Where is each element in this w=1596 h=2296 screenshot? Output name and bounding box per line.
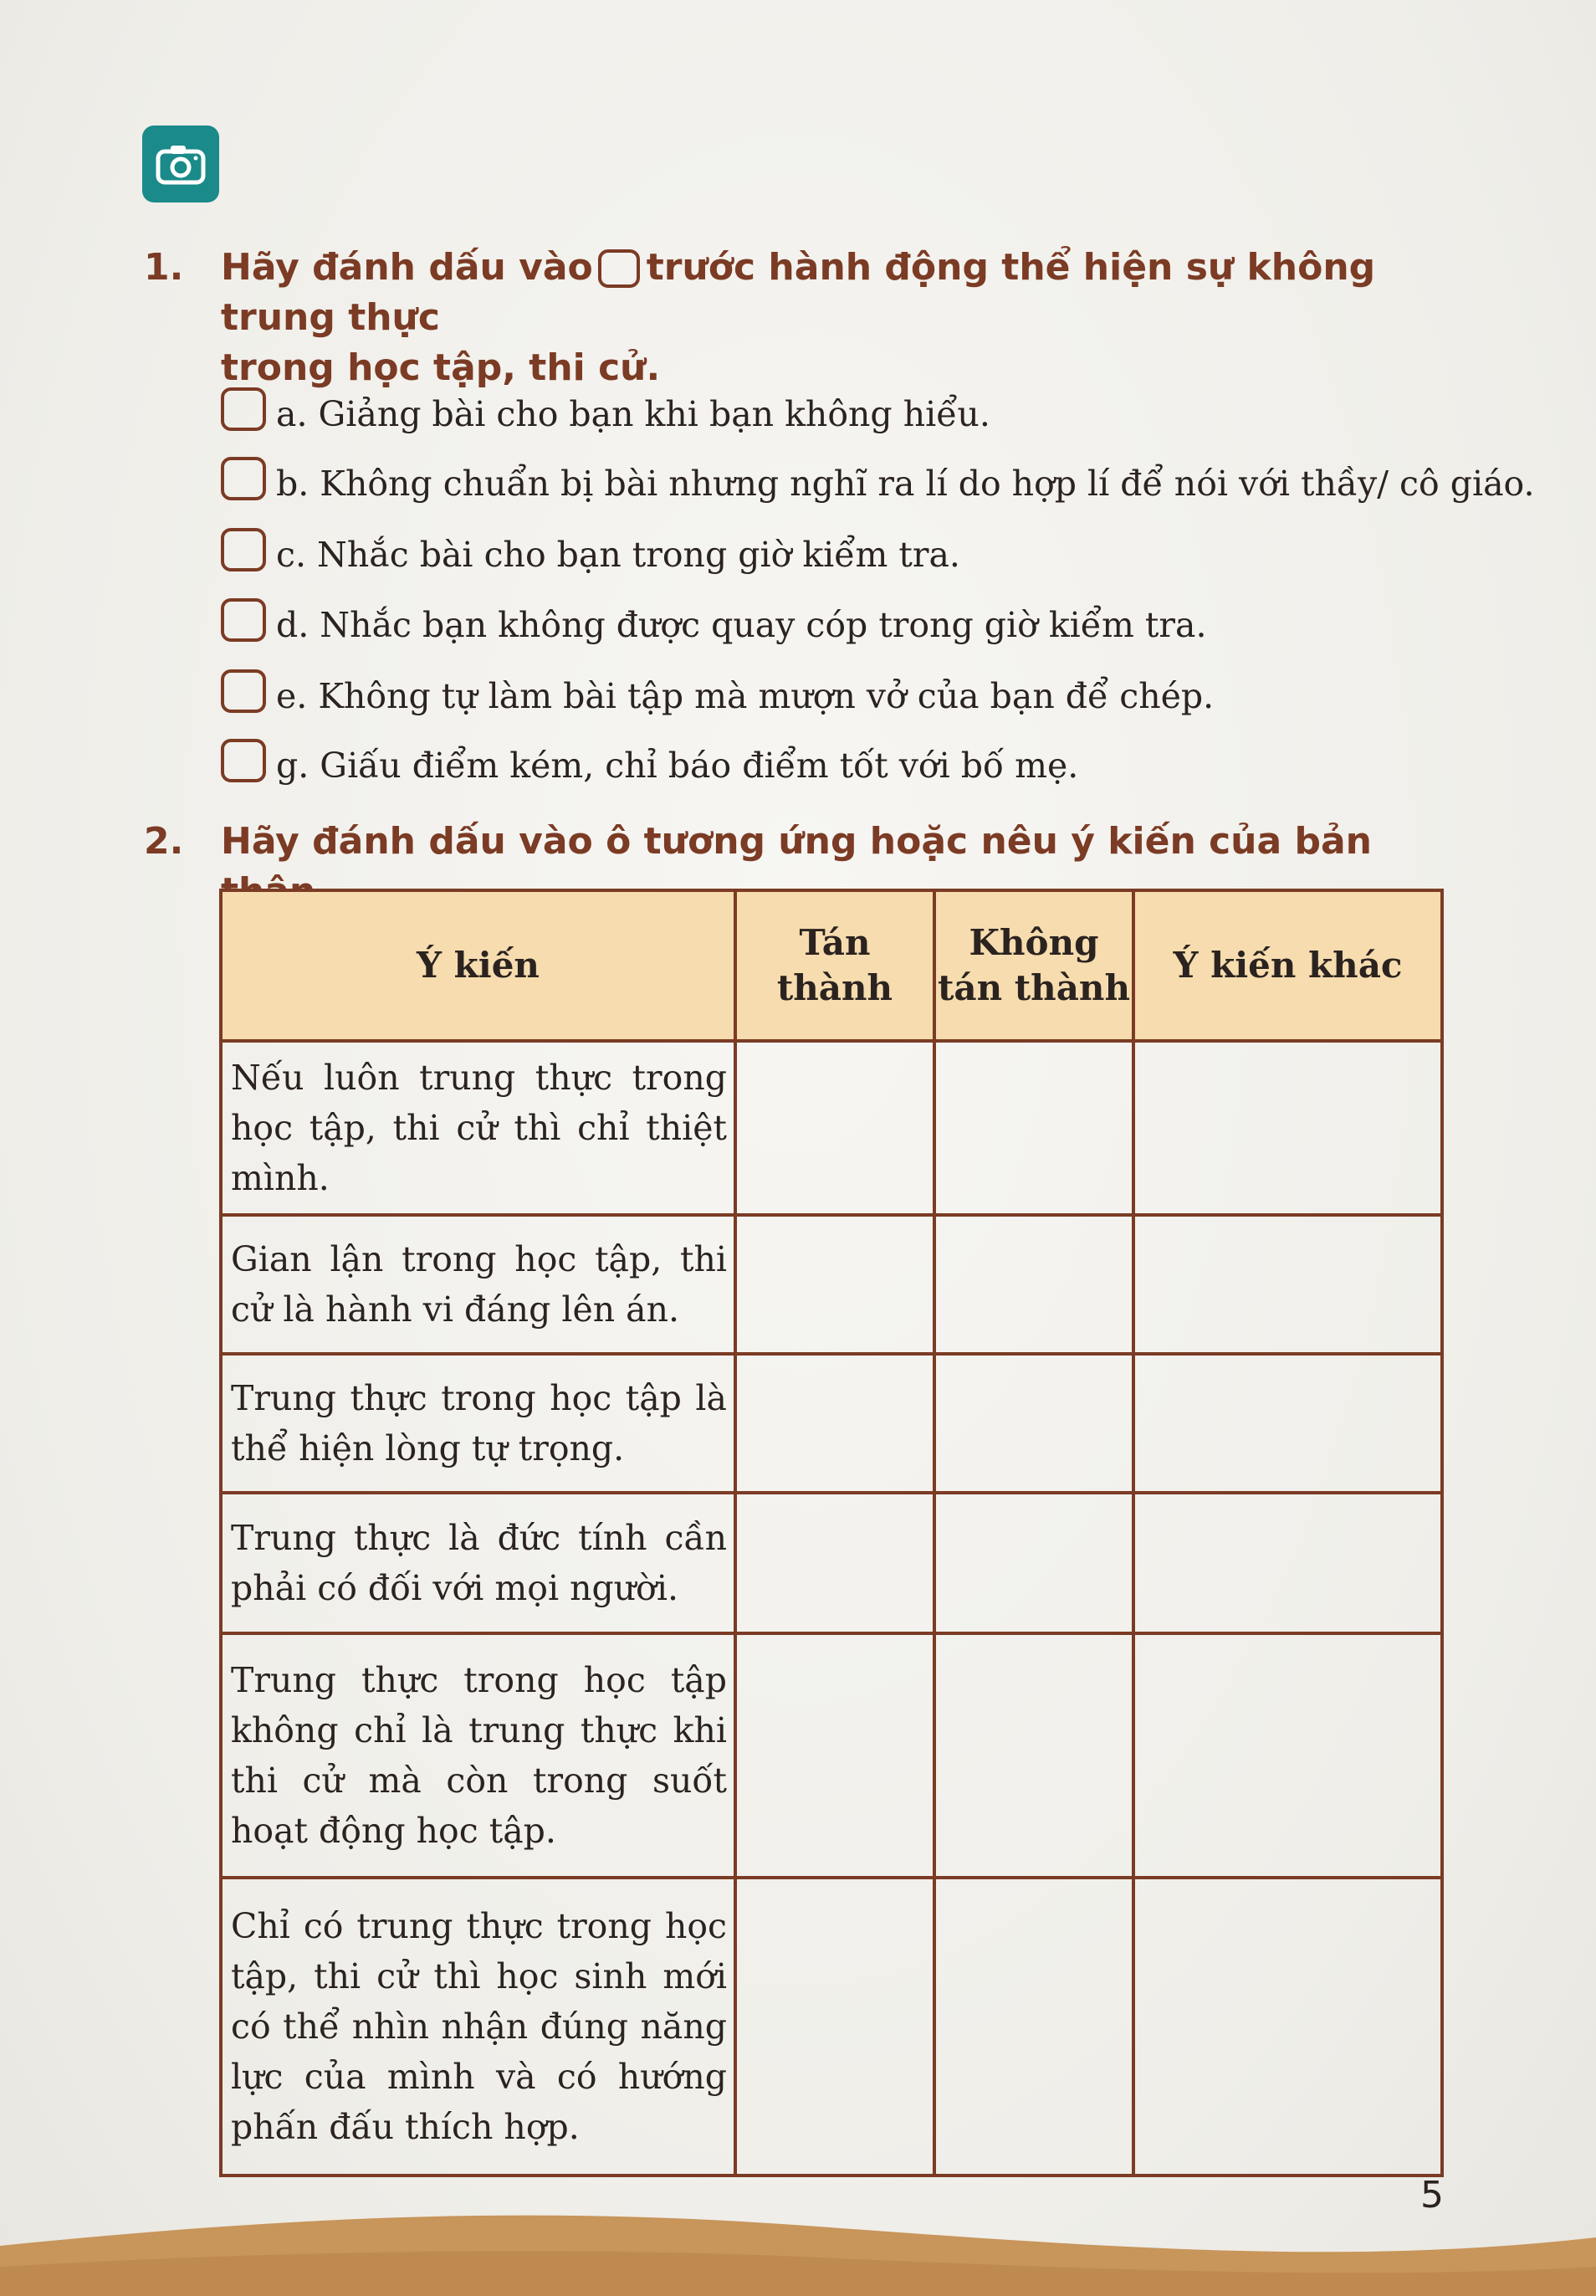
table-row (221, 1493, 1442, 1633)
header-disagree (934, 890, 1133, 1041)
agree-cell[interactable] (735, 1041, 934, 1215)
opinion-cell: Gian lận trong học tập, thi cử là hành vi đáng lên án. (221, 1215, 735, 1354)
disagree-cell[interactable] (934, 1041, 1133, 1215)
header-disagree-line2: tán thành (938, 967, 1130, 1008)
option-d (221, 596, 1207, 654)
question-2-number: 2. (144, 820, 184, 863)
camera-icon (142, 126, 219, 202)
disagree-cell[interactable] (934, 1878, 1133, 2176)
other-opinion-cell[interactable] (1133, 1354, 1442, 1493)
option-c-text: c. Nhắc bài cho bạn trong giờ kiểm tra. (276, 535, 960, 575)
option-b-text: b. Không chuẩn bị bài nhưng nghĩ ra lí do hợp lí để nói với thầy/ cô giáo. (276, 464, 1535, 504)
bottom-decorative-wave (0, 2187, 1596, 2296)
checkbox-e[interactable] (221, 669, 266, 713)
option-g (221, 736, 1078, 795)
agree-cell[interactable] (735, 1878, 934, 2176)
opinion-cell: Trung thực trong học tập không chỉ là trung thực khi thi cử mà còn trong suốt hoạt động học tập. (221, 1633, 735, 1878)
agree-cell[interactable] (735, 1354, 934, 1493)
header-other: Ý kiến khác (1133, 890, 1442, 1041)
question-1-number: 1. (144, 246, 184, 289)
opinion-cell: Trung thực trong học tập là thể hiện lòng tự trọng. (221, 1354, 735, 1493)
disagree-cell[interactable] (934, 1633, 1133, 1878)
header-disagree-line1: Không (969, 922, 1099, 963)
disagree-cell[interactable] (934, 1354, 1133, 1493)
other-opinion-cell[interactable] (1133, 1878, 1442, 2176)
option-a-text: a. Giảng bài cho bạn khi bạn không hiểu. (276, 394, 990, 434)
agree-cell[interactable] (735, 1215, 934, 1354)
option-d-text: d. Nhắc bạn không được quay cóp trong giờ kiểm tra. (276, 605, 1207, 645)
header-opinion: Ý kiến (221, 890, 735, 1041)
option-e-text: e. Không tự làm bài tập mà mượn vở của bạn để chép. (276, 676, 1215, 716)
header-agree: Tán thành (735, 890, 934, 1041)
table-header-row (221, 890, 1442, 1041)
agree-cell[interactable] (735, 1493, 934, 1633)
checkbox-d[interactable] (221, 598, 266, 642)
table-row (221, 1354, 1442, 1493)
agree-cell[interactable] (735, 1633, 934, 1878)
option-g-text: g. Giấu điểm kém, chỉ báo điểm tốt với bố mẹ. (276, 746, 1079, 786)
other-opinion-cell[interactable] (1133, 1493, 1442, 1633)
opinion-cell: Chỉ có trung thực trong học tập, thi cử thì học sinh mới có thể nhìn nhận đúng năng lực của mình và có hướng phấn đấu thích hợp. (221, 1878, 735, 2176)
checkbox-c[interactable] (221, 528, 266, 571)
question-2-text: Hãy đánh dấu vào ô tương ứng hoặc nêu ý kiến của bản (221, 820, 1373, 863)
option-c (221, 525, 960, 584)
question-1-text-end: trước hành động thể hiện sự không trung thực (221, 246, 1376, 339)
checkbox-b[interactable] (221, 457, 266, 500)
checkbox-g[interactable] (221, 739, 266, 782)
other-opinion-cell[interactable] (1133, 1633, 1442, 1878)
question-1-text-start: Hãy đánh dấu vào (221, 246, 593, 289)
option-e (221, 667, 1214, 725)
option-b (221, 454, 1535, 513)
other-opinion-cell[interactable] (1133, 1215, 1442, 1354)
opinion-cell: Trung thực là đức tính cần phải có đối với mọi người. (221, 1493, 735, 1633)
inline-checkbox-icon (598, 249, 640, 288)
other-opinion-cell[interactable] (1133, 1041, 1442, 1215)
opinion-cell: Nếu luôn trung thực trong học tập, thi cử thì chỉ thiệt mình. (221, 1041, 735, 1215)
checkbox-a[interactable] (221, 387, 266, 431)
disagree-cell[interactable] (934, 1493, 1133, 1633)
disagree-cell[interactable] (934, 1215, 1133, 1354)
table-row (221, 1878, 1442, 2176)
table-row (221, 1041, 1442, 1215)
question-2-heading (144, 817, 1449, 869)
page-number: 5 (1420, 2174, 1444, 2217)
option-a (221, 385, 990, 443)
table-row (221, 1633, 1442, 1878)
opinion-table (219, 889, 1444, 2177)
question-1-heading (144, 243, 1449, 389)
table-row (221, 1215, 1442, 1354)
question-1-text-line2: trong học tập, thi cử. (221, 346, 661, 389)
